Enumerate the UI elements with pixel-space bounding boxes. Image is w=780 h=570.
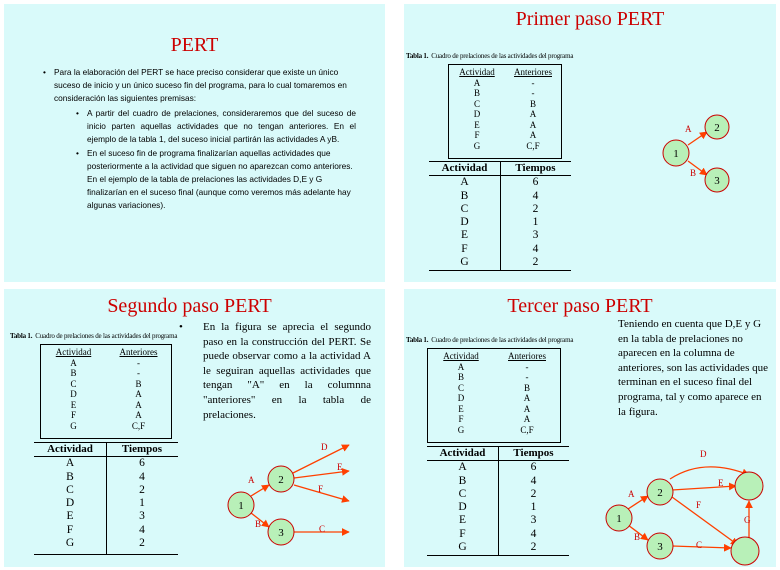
- table-cell: E: [474, 119, 480, 130]
- table-cell: C: [70, 378, 77, 389]
- table-cell: D: [65, 497, 75, 510]
- table-cell: A: [529, 130, 537, 140]
- table-cell: B: [135, 378, 142, 389]
- edge-label: A: [685, 124, 692, 134]
- table-cell: B: [66, 470, 74, 483]
- edge-label: E: [337, 462, 343, 472]
- table-cell: F: [458, 414, 464, 424]
- edge-f: [672, 497, 738, 545]
- table-cell: E: [460, 229, 469, 242]
- table-cell: 4: [139, 470, 145, 483]
- table-cell: 4: [532, 242, 539, 255]
- slide-pert: [4, 4, 385, 282]
- table-cell: F: [461, 242, 468, 255]
- table-cell: 6: [139, 457, 145, 470]
- bullet-item: [54, 66, 356, 212]
- table-cell: 4: [532, 189, 539, 202]
- node-label: 2: [714, 122, 720, 134]
- bullet-text: Para la elaboración del PERT se hace preciso considerar que existe un único suceso de inicio y un único suceso fin del programa, para lo cual tomaremos en consideración las siguientes premisas:: [54, 67, 347, 103]
- column-header: Anteriores: [119, 347, 158, 357]
- caption-label: Tabla 1.: [10, 332, 33, 340]
- column-header: Anteriores: [514, 67, 552, 77]
- table-cell: 3: [139, 510, 145, 523]
- caption-label: Tabla 1.: [406, 336, 429, 344]
- table-cell: D: [460, 216, 469, 229]
- bullet-list: [54, 66, 356, 212]
- table-cell: D: [473, 109, 481, 119]
- table-cell: A: [523, 393, 531, 403]
- column-header: Actividad: [55, 347, 92, 357]
- table-cell: 6: [530, 461, 537, 474]
- table-cell: B: [457, 372, 464, 382]
- slide-segundo-paso: [4, 289, 385, 567]
- table-cell: G: [457, 424, 465, 435]
- slide-title: Primer paso PERT: [515, 8, 665, 30]
- slide-title: Segundo paso PERT: [107, 295, 272, 317]
- pert-diagram: [404, 289, 776, 567]
- table-cell: G: [458, 541, 467, 554]
- table-cell: 3: [532, 229, 539, 242]
- slide-tercer-paso: [404, 289, 776, 567]
- edge-e: [672, 486, 736, 490]
- column-header: Anteriores: [508, 351, 546, 361]
- sub-bullet-text: En el suceso fin de programa finalizarían aquellas actividades que posteriormente a la actividad que siguen no aparezcan como anteriores. En el ejemplo de la tabla de prelaciones las actividades D,E y G finalizarían en el suceso final (aunque como veremos más adelante hay algunas variaciones).: [87, 148, 353, 211]
- caption-label: Tabla 1.: [406, 52, 429, 60]
- pert-diagram: [404, 4, 776, 282]
- pert-diagram: [4, 289, 385, 567]
- node-final: [731, 537, 759, 565]
- edge-label: C: [696, 540, 703, 550]
- table-cell: 1: [139, 497, 145, 510]
- table-cell: C: [457, 382, 464, 393]
- edge-label: B: [690, 168, 697, 178]
- description-text-content: En la figura se aprecia el segundo paso en la construcción del PERT. Se puede observar como a la actividad A le seguiran aquellas actividades que tengan "A" en la columnna "anteriores" en la tabla de prelaciones.: [203, 321, 371, 421]
- table-cell: B: [473, 88, 480, 98]
- node-unlabeled: [735, 472, 763, 500]
- caption-text: Cuadro de prelaciones de las actividades del programa: [431, 336, 574, 344]
- sub-bullet-item: [87, 107, 356, 146]
- table-cell: 1: [530, 501, 537, 514]
- slide-title: Tercer paso PERT: [507, 295, 653, 317]
- table-cell: -: [531, 88, 535, 98]
- edge-label: F: [318, 484, 324, 494]
- table-cell: C: [473, 98, 480, 109]
- node-label: 3: [714, 175, 720, 187]
- table-cell: B: [460, 189, 469, 202]
- table-cell: A: [135, 410, 142, 420]
- sub-bullet-item: [87, 147, 356, 212]
- edge-a: [251, 485, 269, 496]
- table-cell: -: [137, 357, 140, 368]
- node-label: 3: [278, 527, 284, 539]
- table-cell: A: [135, 389, 142, 399]
- table-cell: F: [66, 523, 74, 536]
- node-label: 2: [657, 487, 663, 499]
- table-cell: B: [529, 98, 536, 109]
- table-cell: 2: [139, 483, 145, 496]
- table-cell: F: [474, 130, 480, 140]
- table-cell: G: [473, 140, 481, 151]
- table-cell: F: [70, 410, 76, 420]
- column-header: Actividad: [459, 67, 495, 77]
- table-cell: B: [523, 382, 530, 393]
- table-cell: 2: [532, 202, 539, 215]
- column-header: Actividad: [443, 351, 479, 361]
- table-cell: A: [70, 357, 77, 368]
- table-cell: G: [70, 420, 77, 431]
- edge-label: C: [319, 524, 326, 534]
- table-cell: G: [460, 256, 469, 269]
- sub-bullet-list: [87, 107, 356, 212]
- table-cell: 4: [530, 527, 537, 540]
- node-label: 1: [673, 148, 679, 160]
- edge-label: G: [744, 515, 751, 525]
- table-cell: E: [66, 510, 74, 523]
- table-cell: 6: [532, 176, 539, 189]
- table-cell: D: [70, 389, 77, 399]
- column-header: Actividad: [429, 162, 500, 176]
- caption-text: Cuadro de prelaciones de las actividades del programa: [35, 332, 178, 340]
- edge-label: A: [248, 475, 255, 485]
- table-cell: E: [70, 399, 77, 410]
- edge-label: B: [634, 532, 641, 542]
- table-cell: G: [65, 537, 75, 550]
- table-cell: D: [457, 393, 465, 403]
- table-cell: 2: [530, 541, 537, 554]
- table-cell: 1: [532, 216, 539, 229]
- table-cell: A: [529, 109, 537, 119]
- column-header: Actividad: [427, 447, 498, 461]
- description-text-content: Teniendo en cuenta que D,E y G en la tabla de prelaciones no aparecen en la columna de anteriores, son las actividades que terminan en el suceso final del programa, tal y como aparece en la figura.: [618, 318, 768, 418]
- table-cell: A: [135, 399, 142, 410]
- table-cell: C,F: [131, 420, 146, 431]
- edge-label: A: [628, 489, 635, 499]
- slide-primer-paso: [404, 4, 776, 282]
- node-label: 1: [238, 500, 244, 512]
- column-header: Tiempos: [500, 162, 571, 176]
- edge-e: [294, 471, 349, 478]
- table-cell: A: [458, 461, 467, 474]
- edge-label: F: [696, 500, 702, 510]
- table-cell: 4: [530, 474, 537, 487]
- slide-title: PERT: [170, 34, 219, 56]
- table-cell: -: [525, 361, 529, 372]
- table-cell: A: [529, 119, 537, 130]
- table-cell: C,F: [526, 140, 540, 151]
- edge-d: [670, 467, 749, 479]
- table-cell: F: [459, 527, 466, 540]
- table-cell: -: [137, 368, 140, 378]
- table-cell: 3: [530, 514, 537, 527]
- table-cell: C: [66, 483, 74, 496]
- table-cell: A: [460, 176, 469, 189]
- table-cell: E: [458, 514, 467, 527]
- table-cell: C: [460, 202, 469, 215]
- table-cell: -: [525, 372, 529, 382]
- edge-label: E: [718, 478, 724, 488]
- table-cell: A: [523, 403, 531, 414]
- node-label: 1: [616, 513, 622, 525]
- table-cell: 2: [532, 256, 539, 269]
- table-cell: B: [70, 368, 77, 378]
- sub-bullet-text: A partir del cuadro de prelaciones, consideraremos que del suceso de inicio parten aquellas actividades que no tengan anteriores. En el ejemplo de la tabla 1, del suceso inicial partirán las actividades A yB.: [87, 107, 356, 144]
- edge-label: D: [321, 442, 328, 452]
- column-header: Tiempos: [106, 443, 178, 457]
- edge-label: B: [255, 519, 262, 529]
- caption-text: Cuadro de prelaciones de las actividades del programa: [431, 52, 574, 60]
- table-cell: A: [457, 361, 465, 372]
- table-cell: C: [458, 487, 467, 500]
- table-cell: -: [531, 77, 535, 88]
- table-cell: 2: [139, 537, 145, 550]
- node-label: 2: [278, 474, 284, 486]
- table-cell: C,F: [520, 424, 534, 435]
- table-cell: D: [458, 501, 467, 514]
- table-cell: E: [458, 403, 464, 414]
- table-cell: 2: [530, 487, 537, 500]
- table-cell: B: [458, 474, 467, 487]
- edge-label: D: [700, 449, 707, 459]
- table-cell: A: [473, 77, 481, 88]
- table-cell: A: [523, 414, 531, 424]
- table-cell: 4: [139, 523, 145, 536]
- column-header: Actividad: [34, 443, 106, 457]
- node-label: 3: [657, 541, 663, 553]
- column-header: Tiempos: [498, 447, 569, 461]
- table-cell: A: [65, 457, 75, 470]
